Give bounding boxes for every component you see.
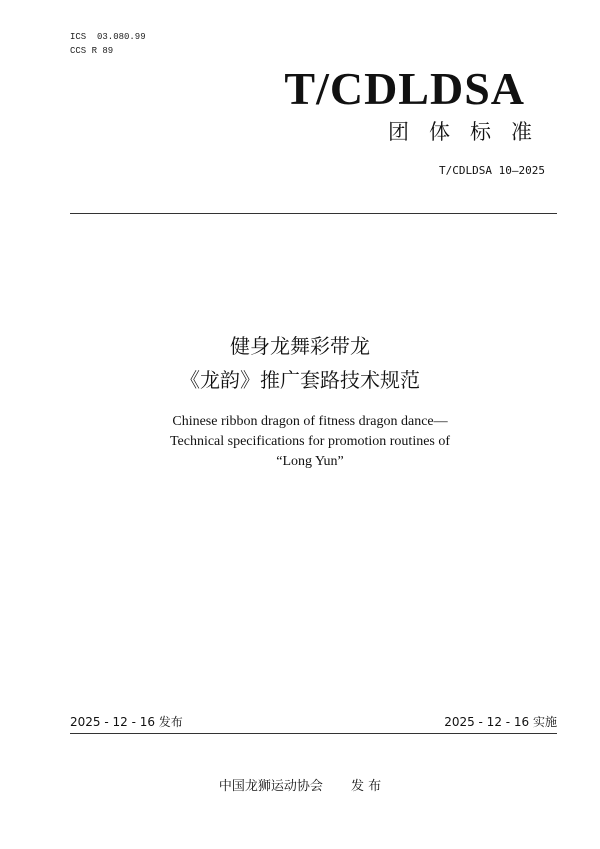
bottom-divider [70, 733, 557, 734]
title-chinese-line-1: 健身龙舞彩带龙 [230, 334, 370, 358]
publisher-action: 发 布 [350, 779, 382, 794]
issue-date: 2025 - 12 - 16 发布 [70, 715, 183, 729]
standard-number: T/CDLDSA 10—2025 [439, 164, 545, 177]
title-chinese-line-2: 《龙韵》推广套路技术规范 [180, 368, 420, 392]
classification-codes [70, 30, 146, 58]
ics-code: ICS 03.080.99 [70, 32, 146, 42]
title-english-line-1: Chinese ribbon dragon of fitness dragon dance— [172, 414, 448, 429]
implementation-date: 2025 - 12 - 16 实施 [444, 715, 557, 729]
title-english-line-2: Technical specifications for promotion routines of [169, 434, 451, 449]
title-english [0, 412, 600, 472]
organization-code: T/CDLDSA [284, 63, 525, 114]
publisher [0, 775, 600, 794]
top-divider [70, 213, 557, 214]
standard-type: 团体标准 [388, 120, 552, 144]
publisher-name: 中国龙狮运动协会 [218, 779, 323, 794]
ccs-code: CCS R 89 [70, 46, 114, 56]
title-english-line-3: “Long Yun” [276, 454, 344, 469]
